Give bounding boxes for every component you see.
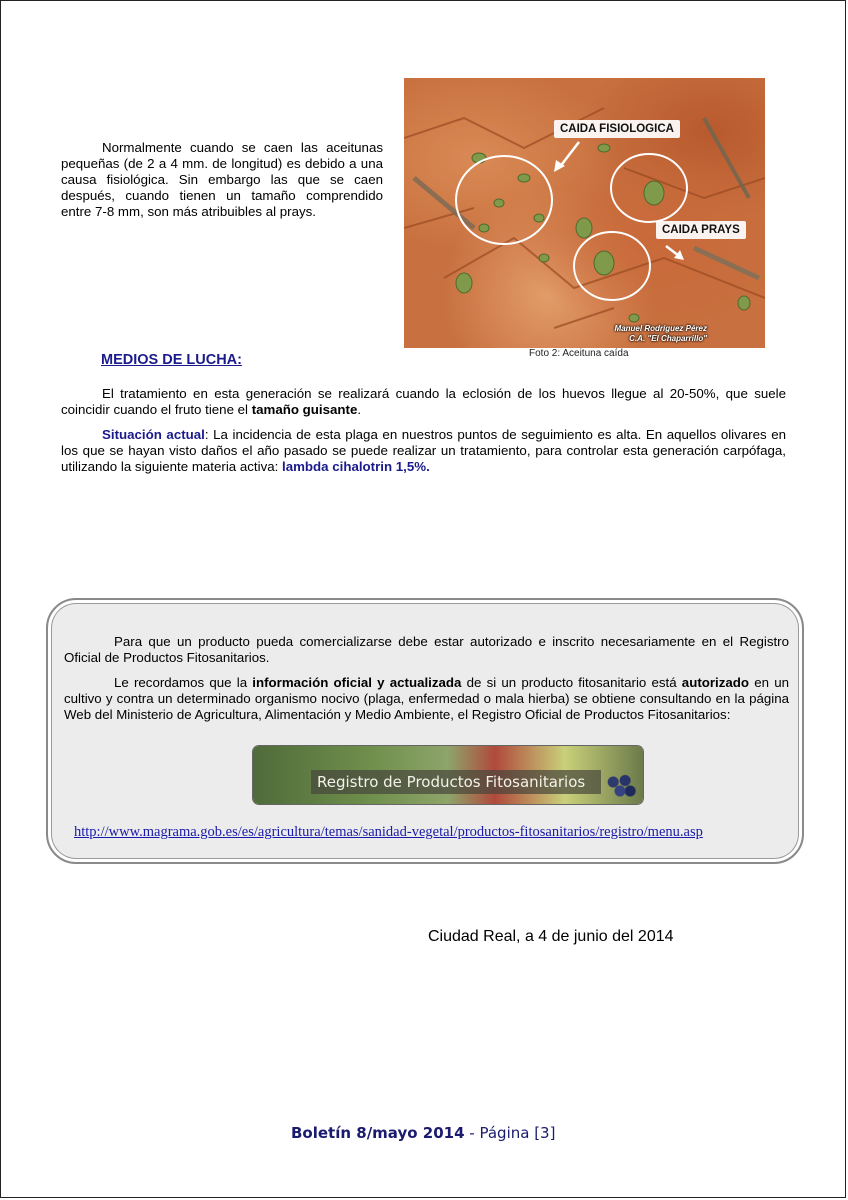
label-caida-fisiologica: CAIDA FISIOLOGICA (554, 120, 680, 138)
footer-bulletin: Boletín 8/mayo 2014 (291, 1124, 465, 1142)
page-footer (291, 1124, 555, 1142)
treatment-end: . (357, 402, 362, 417)
treatment-paragraph (61, 386, 786, 418)
registry-banner-text: Registro de Productos Fitosanitarios (311, 770, 601, 794)
situation-text: : La incidencia de esta plaga en nuestros puntos de seguimiento es alta. En aquellos olivares en los que se hayan visto daños el año pasado se puede realizar un tratamiento, para controlar esta generación carpófaga, utilizando la siguiente materia activa: (61, 427, 787, 474)
notice-p2-a: Le recordamos que la (114, 675, 253, 690)
photo-credit-center: C.A. "El Chaparrillo" (629, 334, 707, 343)
situation-label: Situación actual (102, 427, 205, 442)
situation-paragraph (61, 427, 786, 475)
notice-p2-bold2: autorizado (681, 675, 750, 690)
notice-p2-b: de si un producto fitosanitario está (461, 675, 682, 690)
situation-end: . (426, 459, 430, 474)
grapes-icon (603, 770, 637, 800)
photo-caption: Foto 2: Aceituna caída (529, 348, 629, 359)
notice-paragraph-2 (64, 675, 789, 723)
photo-annotations (404, 78, 765, 348)
footer-page: Página [3] (479, 1124, 556, 1142)
registry-notice-box (46, 598, 804, 864)
registry-banner[interactable] (253, 746, 643, 804)
treatment-bold: tamaño guisante (251, 402, 358, 417)
photo-credit (615, 324, 707, 344)
notice-paragraph-1: Para que un producto pueda comercializarse debe estar autorizado e inscrito necesariamente en el Registro Oficial de Productos Fitosanitarios. (64, 634, 789, 665)
label-caida-prays: CAIDA PRAYS (656, 221, 746, 239)
olive-drop-photo (404, 78, 765, 348)
section-title: MEDIOS DE LUCHA: (101, 352, 242, 368)
active-ingredient: lambda cihalotrin 1,5% (282, 459, 427, 474)
photo-credit-author: Manuel Rodríguez Pérez (614, 324, 707, 333)
date-line: Ciudad Real, a 4 de junio del 2014 (428, 928, 674, 945)
notice-p2-c: en un cultivo y contra un determinado organismo nocivo (plaga, enfermedad o mala hierba) se obtiene consultando en la página Web del Ministerio de Agricultura, Alimentación y Medio Ambiente, el Registro Oficial de Productos Fitosanitarios: (64, 675, 789, 722)
footer-separator: - (464, 1124, 480, 1142)
notice-p2-bold1: información oficial y actualizada (252, 675, 462, 690)
treatment-text: El tratamiento en esta generación se realizará cuando la eclosión de los huevos llegue al 20-50%, que suele coincidir cuando el fruto tiene el (61, 386, 786, 417)
intro-paragraph: Normalmente cuando se caen las aceitunas pequeñas (de 2 a 4 mm. de longitud) es debido a una causa fisiológica. Sin embargo las que se caen después, cuando tienen un tamaño comprendido entre 7-8 mm, son más atribuibles al prays. (61, 140, 383, 219)
registry-link[interactable]: http://www.magrama.gob.es/es/agricultura/temas/sanidad-vegetal/productos-fitosanitarios/registro/menu.asp (74, 824, 703, 840)
